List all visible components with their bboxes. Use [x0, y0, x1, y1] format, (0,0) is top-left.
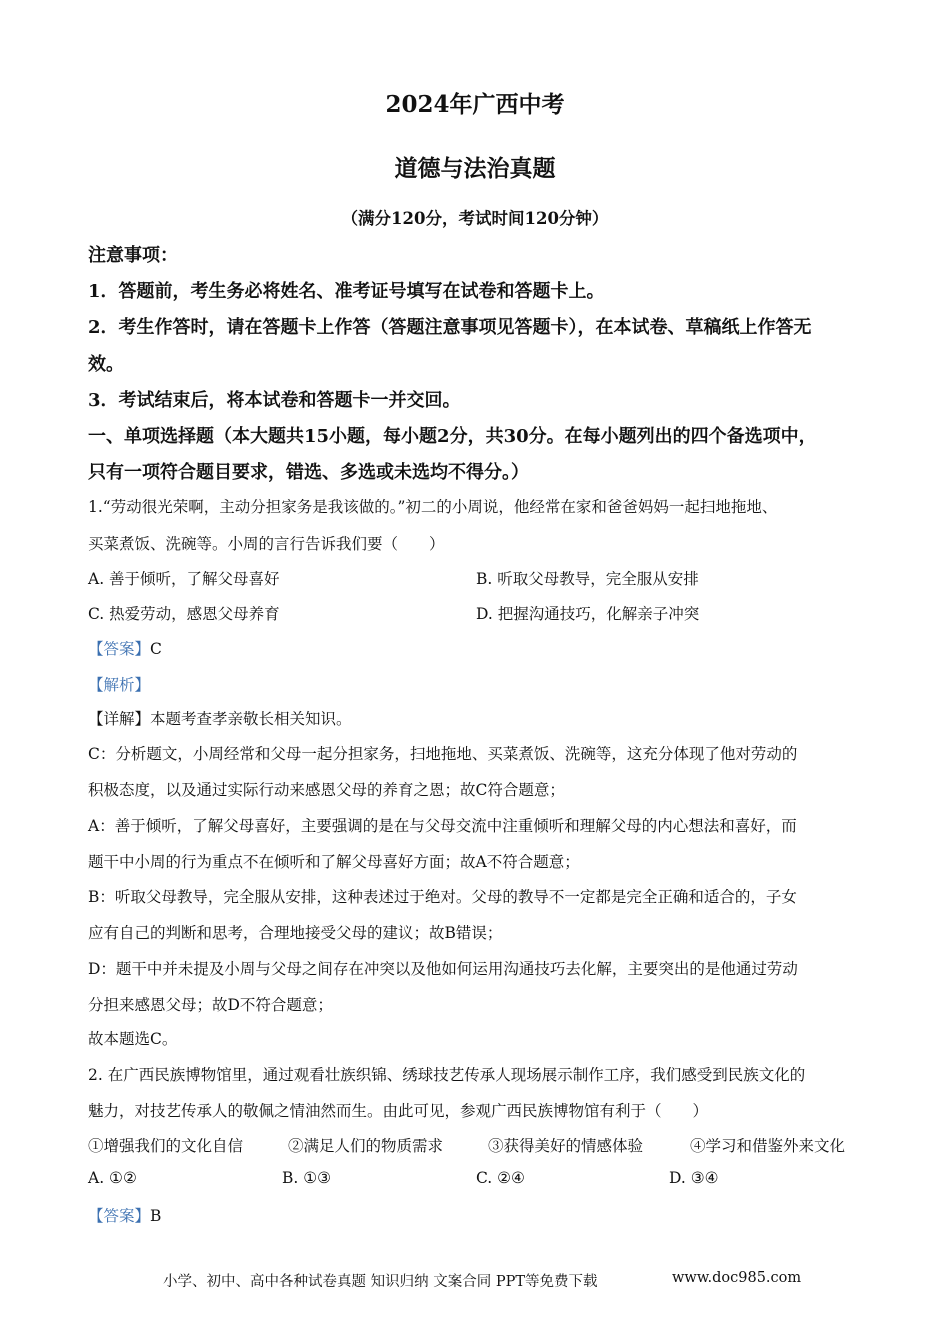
- footer-text: 小学、初中、高中各种试卷真题 知识归纳 文案合同 PPT等免费下载: [163, 1274, 598, 1290]
- section-heading-cont: 只有一项符合题目要求，错选、多选或未选均不得分。）: [88, 462, 529, 483]
- explain-line: D：题干中并未提及小周与父母之间存在冲突以及他如何运用沟通技巧去化解，主要突出的是他通过劳动: [88, 960, 798, 978]
- page-title: 2024年广西中考: [385, 91, 565, 118]
- section-heading: 一、单项选择题（本大题共15小题，每小题2分，共30分。在每小题列出的四个备选项中，: [88, 426, 817, 447]
- explain-line: 积极态度，以及通过实际行动来感恩父母的养育之恩；故C符合题意；: [88, 781, 565, 799]
- q1-option-b: B. 听取父母教导，完全服从安排: [476, 570, 699, 588]
- q2-item-1: ①增强我们的文化自信: [88, 1137, 244, 1155]
- answer-value: C: [150, 640, 162, 658]
- q1-option-c: C. 热爱劳动，感恩父母养育: [88, 605, 280, 623]
- q2-option-d: D. ③④: [669, 1169, 719, 1187]
- note-item: 2．考生作答时，请在答题卡上作答（答题注意事项见答题卡），在本试卷、草稿纸上作答无: [88, 317, 812, 338]
- answer-tag: 【答案】: [88, 1207, 151, 1225]
- q2-item-2: ②满足人们的物质需求: [288, 1137, 444, 1155]
- q1-stem: 1.“劳动很光荣啊，主动分担家务是我该做的。”初二的小周说，他经常在家和爸爸妈妈一起扫地拖地、: [88, 498, 778, 516]
- footer-link[interactable]: www.doc985.com: [672, 1270, 802, 1286]
- q1-answer: [88, 637, 162, 659]
- q2-item-4: ④学习和借鉴外来文化: [690, 1137, 846, 1155]
- q1-option-a: A. 善于倾听，了解父母喜好: [88, 570, 280, 588]
- q2-option-a: A. ①②: [88, 1169, 137, 1187]
- explain-line: 分担来感恩父母；故D不符合题意；: [88, 996, 333, 1014]
- q2-option-c: C. ②④: [476, 1169, 525, 1187]
- explain-line: B：听取父母教导，完全服从安排，这种表述过于绝对。父母的教导不一定都是完全正确和适合的，子女: [88, 888, 797, 906]
- note-item: 3．考试结束后，将本试卷和答题卡一并交回。: [88, 390, 461, 411]
- page-subtitle: 道德与法治真题: [394, 155, 556, 182]
- explain-line: 题干中小周的行为重点不在倾听和了解父母喜好方面；故A不符合题意；: [88, 853, 580, 871]
- notes-heading: 注意事项：: [88, 245, 178, 266]
- note-item: 效。: [88, 354, 124, 375]
- q1-stem-cont: 买菜煮饭、洗碗等。小周的言行告诉我们要（ ）: [88, 535, 445, 553]
- explain-line: A：善于倾听，了解父母喜好，主要强调的是在与父母交流中注重倾听和理解父母的内心想法和喜好，而: [88, 817, 797, 835]
- q1-option-d: D. 把握沟通技巧，化解亲子冲突: [476, 605, 700, 623]
- detail-text: 本题考查孝亲敬长相关知识。: [150, 710, 352, 728]
- q2-option-b: B. ①③: [282, 1169, 332, 1187]
- explain-line: C：分析题文，小周经常和父母一起分担家务，扫地拖地、买菜煮饭、洗碗等，这充分体现了他对劳动的: [88, 745, 798, 763]
- answer-value: B: [150, 1207, 162, 1225]
- q2-stem-cont: 魅力，对技艺传承人的敬佩之情油然而生。由此可见，参观广西民族博物馆有利于（ ）: [88, 1102, 709, 1120]
- explain-line: 故本题选C。: [88, 1030, 178, 1048]
- q2-item-3: ③获得美好的情感体验: [488, 1137, 644, 1155]
- note-item: 1．答题前，考生务必将姓名、准考证号填写在试卷和答题卡上。: [88, 281, 605, 302]
- analysis-tag: 【解析】: [88, 676, 151, 694]
- score-info: （满分120分，考试时间120分钟）: [341, 209, 609, 228]
- q2-stem: 2. 在广西民族博物馆里，通过观看壮族织锦、绣球技艺传承人现场展示制作工序，我们感受到民族文化的: [88, 1066, 806, 1084]
- answer-tag: 【答案】: [88, 640, 151, 658]
- detail-tag: 【详解】: [88, 710, 151, 728]
- explain-line: 应有自己的判断和思考，合理地接受父母的建议；故B错误；: [88, 924, 503, 942]
- q2-answer: [88, 1204, 161, 1226]
- q1-detail: [88, 707, 352, 729]
